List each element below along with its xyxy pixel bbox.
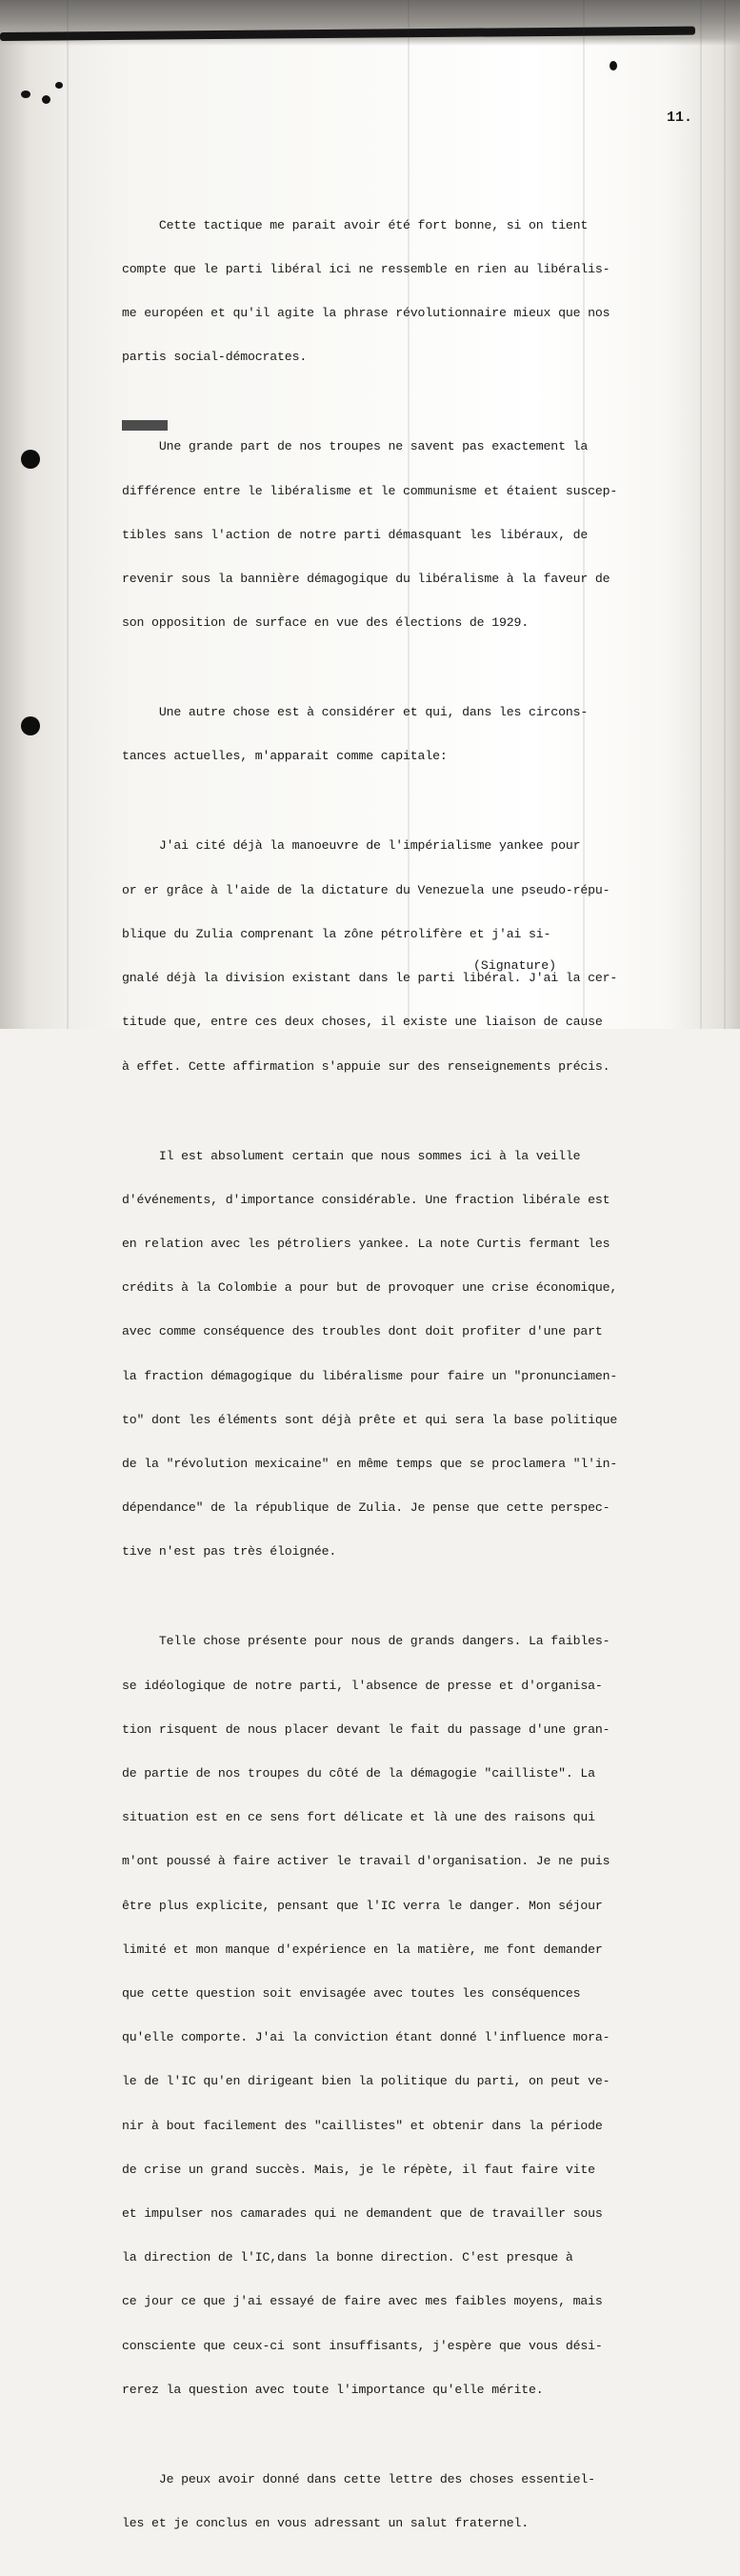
ink-speck [21,91,30,98]
letter-body [122,189,693,2576]
page-number: 11. [667,110,693,126]
text-line: la direction de l'IC,dans la bonne direction. C'est presque à [122,2250,573,2265]
punch-hole-bottom [21,716,40,735]
ink-speck [610,61,617,70]
paragraph [122,1605,693,2426]
text-line: limité et mon manque d'expérience en la matière, me font demander [122,1942,603,1957]
text-line: Une grande part de nos troupes ne savent pas exactement la [122,439,589,454]
text-line: tances actuelles, m'apparait comme capitale: [122,749,448,764]
text-line: to" dont les éléments sont déjà prête et qui sera la base politique [122,1412,618,1427]
paragraph [122,1119,693,1589]
text-line: différence entre le libéralisme et le communisme et étaient suscep- [122,483,618,498]
text-line: qu'elle comporte. J'ai la conviction étant donné l'influence mora- [122,2030,610,2045]
text-line: partis social-démocrates. [122,350,308,365]
text-line: ce jour ce que j'ai essayé de faire avec mes faibles moyens, mais [122,2294,603,2309]
punch-hole-top [21,450,40,469]
text-line: tibles sans l'action de notre parti démasquant les libéraux, de [122,527,589,542]
text-line: crédits à la Colombie a pour but de provoquer une crise économique, [122,1280,618,1296]
text-line: son opposition de surface en vue des élections de 1929. [122,615,530,631]
text-line: titude que, entre ces deux choses, il existe une liaison de cause [122,1015,603,1030]
text-line: Il est absolument certain que nous sommes ici à la veille [122,1148,581,1163]
text-line: revenir sous la bannière démagogique du libéralisme à la faveur de [122,572,610,587]
text-line: à effet. Cette affirmation s'appuie sur des renseignements précis. [122,1058,610,1074]
paragraph [122,411,693,660]
text-line: de partie de nos troupes du côté de la démagogie "cailliste". La [122,1765,595,1781]
text-line: le de l'IC qu'en dirigeant bien la politique du parti, on peut ve- [122,2074,610,2089]
text-line: la fraction démagogique du libéralisme pour faire un "pronunciamen- [122,1368,618,1383]
text-line: consciente que ceux-ci sont insuffisants, j'espère que vous dési- [122,2338,603,2353]
text-line: rerez la question avec toute l'importance qu'elle mérite. [122,2382,544,2397]
text-line: blique du Zulia comprenant la zône pétrolifère et j'ai si- [122,926,551,941]
text-line: se idéologique de notre parti, l'absence de presse et d'organisa- [122,1678,603,1693]
strikeout-mark [122,420,168,431]
scan-streak [724,0,726,1029]
paragraph [122,810,693,1103]
ink-speck [55,82,63,89]
text-line: situation est en ce sens fort délicate et là une des raisons qui [122,1810,595,1825]
text-line: tive n'est pas très éloignée. [122,1544,337,1560]
text-line: que cette question soit envisagée avec toutes les conséquences [122,1985,581,2001]
text-line: avec comme conséquence des troubles dont doit profiter d'une part [122,1324,603,1339]
text-line: J'ai cité déjà la manoeuvre de l'impérialisme yankee pour [122,838,581,854]
text-line: me européen et qu'il agite la phrase révolutionnaire mieux que nos [122,306,610,321]
text-line: Je peux avoir donné dans cette lettre des choses essentiel- [122,2471,595,2486]
text-line: compte que le parti libéral ici ne ressemble en rien au libéralis- [122,262,610,277]
scan-streak [67,0,69,1029]
text-line: dépendance" de la république de Zulia. Je pense que cette perspec- [122,1500,610,1516]
text-line: Telle chose présente pour nous de grands dangers. La faibles- [122,1634,610,1649]
paragraph [122,2443,693,2560]
text-line: or er grâce à l'aide de la dictature du Venezuela une pseudo-répu- [122,882,610,897]
text-line: gnalé déjà la division existant dans le parti libéral. J'ai la cer- [122,971,618,986]
paragraph [122,189,693,394]
text-line: Cette tactique me parait avoir été fort bonne, si on tient [122,217,589,232]
text-line: m'ont poussé à faire activer le travail d'organisation. Je ne puis [122,1854,610,1869]
text-line: d'événements, d'importance considérable. Une fraction libérale est [122,1192,610,1207]
text-line: Une autre chose est à considérer et qui, dans les circons- [122,705,589,720]
text-line: de crise un grand succès. Mais, je le répète, il faut faire vite [122,2162,595,2177]
scan-streak [700,0,702,1029]
text-line: les et je conclus en vous adressant un salut fraternel. [122,2516,530,2531]
text-line: tion risquent de nous placer devant le fait du passage d'une gran- [122,1721,610,1737]
signature-placeholder: (Signature) [473,958,557,973]
text-line: nir à bout facilement des "caillistes" et obtenir dans la période [122,2118,603,2133]
paragraph [122,675,693,793]
text-line: et impulser nos camarades qui ne demandent que de travailler sous [122,2206,603,2221]
text-line: en relation avec les pétroliers yankee. La note Curtis fermant les [122,1236,610,1251]
text-line: être plus explicite, pensant que l'IC verra le danger. Mon séjour [122,1898,603,1913]
ink-speck [42,95,50,104]
text-line: de la "révolution mexicaine" en même temps que se proclamera "l'in- [122,1456,618,1471]
